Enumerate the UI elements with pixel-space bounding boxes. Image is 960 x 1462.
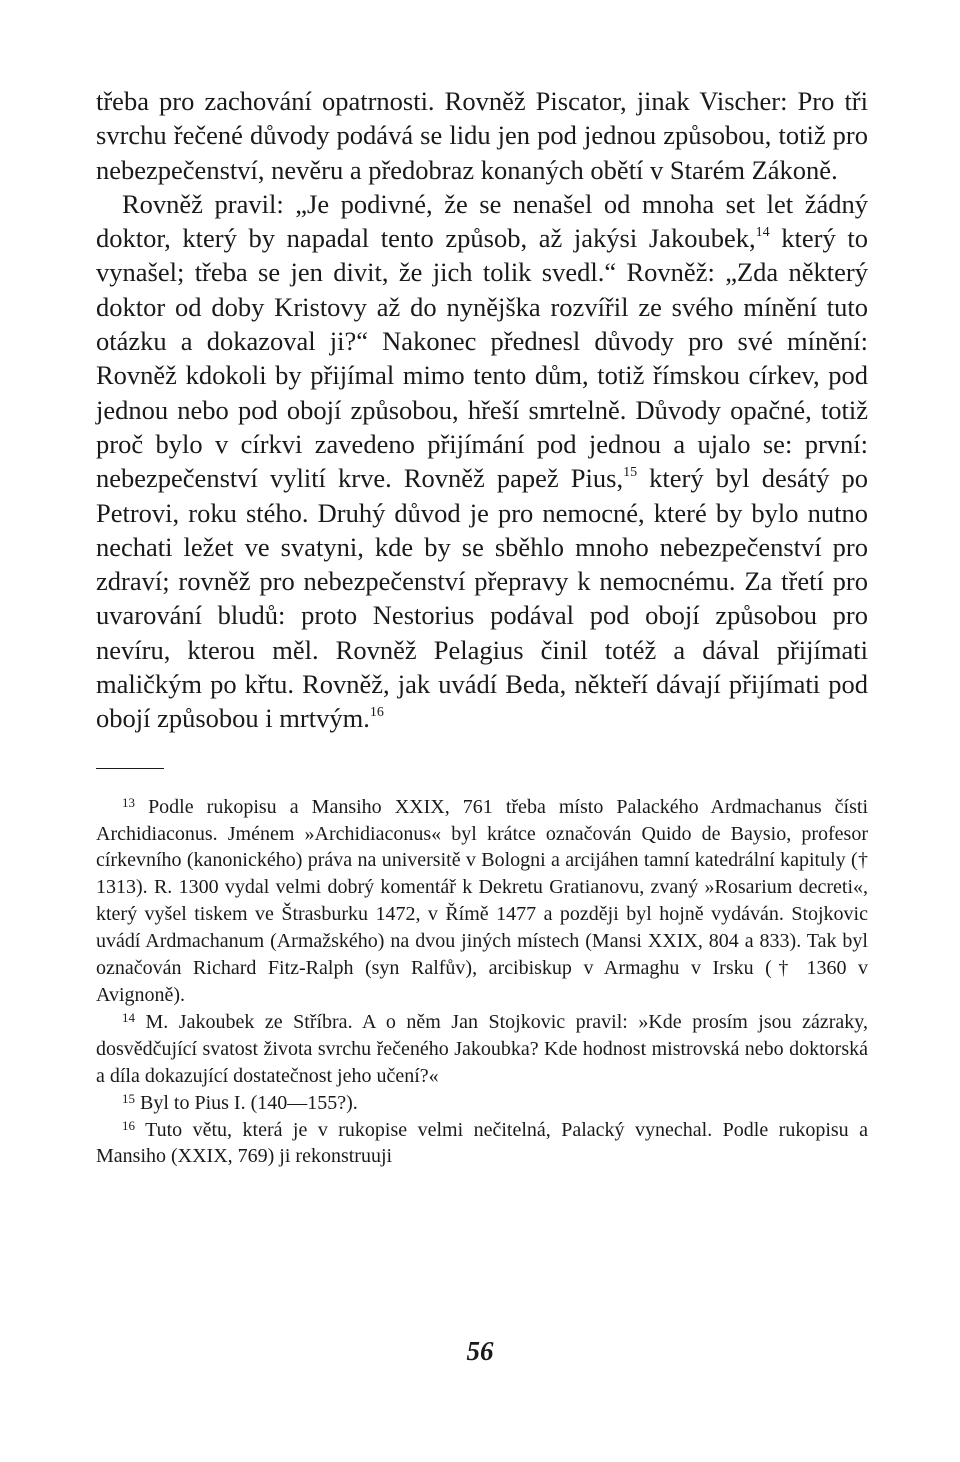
footnote-ref-16: 16 bbox=[369, 705, 384, 721]
footnote-15 bbox=[96, 1090, 868, 1117]
paragraph-2-part-b: který to vynašel; třeba se jen divit, že jich tolik svedl.“ Rovněž: „Zda některý doktor od doby Kristovy až do nynějška rozvířil ze svého mínění tuto otázku a dokazoval ji?“ Nakonec přednesl důvody pro své mínění: Rovněž kdokoli by přijímal mimo tento dům, totiž římskou církev, pod jednou nebo pod obojí způsobou, hřeší smrtelně. Důvody opačné, totiž proč bylo v církvi zavedeno přijímání pod jednou a ujalo se: první: nebezpečenství vylití krve. Rovněž papež Pius, bbox=[96, 223, 868, 494]
footnote-text: Tuto větu, která je v rukopise velmi nečitelná, Palacký vynechal. Podle rukopisu a Mansiho (XXIX, 769) ji rekonstruuji bbox=[96, 1118, 868, 1168]
paragraph-2-part-c: který byl desátý po Petrovi, roku stého. Druhý důvod je pro nemocné, které by bylo nutno nechati ležet ve svatyni, kde by se sběhlo mnoho nebezpečenství pro zdraví; rovněž pro nebezpečenství přepravy k nemocnému. Za třetí pro uvarování bludů: proto Nestorius podával pod obojí způsobou pro nevíru, kterou měl. Rovněž Pelagius činil totéž a dával přijímati maličkým po křtu. Rovněž, jak uvádí Beda, někteří dávají přijímati pod obojí způsobou i mrtvým. bbox=[96, 463, 869, 734]
footnote-ref-15: 15 bbox=[623, 465, 638, 481]
footnote-16 bbox=[96, 1117, 868, 1171]
footnote-14 bbox=[96, 1009, 868, 1090]
paragraph-2-part-a: Rovněž pravil: „Je podivné, že se nenašel od mnoha set let žádný doktor, který by napadal tento způsob, až jakýsi Jakoubek, bbox=[96, 188, 868, 254]
paragraph-1: třeba pro zachování opatrnosti. Rovněž Piscator, jinak Vischer: Pro tři svrchu řečené důvody podává se lidu jen pod jednou způsobou, totiž pro nebezpečenství, nevěru a předobraz konaných obětí v Starém Zákoně. bbox=[96, 86, 868, 185]
footnote-text: Podle rukopisu a Mansiho XXIX, 761 třeba místo Palackého Ardmachanus čísti Archidiaconus. Jménem »Archidiaconus« byl krátce označován Quido de Baysio, profesor církevního (kanonického) práva na universitě v Bologni a arcijáhen tamní katedrální kapituly († 1313). R. 1300 vydal velmi dobrý komentář k Dekretu Gratianovu, zvaný »Rosarium decreti«, který vyšel tiskem ve Štrasburku 1472, v Římě 1477 a později byl hojně vydáván. Stojkovic uvádí Ardmachanum (Armažského) na dvou jiných místech (Mansi XXIX, 804 a 833). Tak byl označován Richard Fitz-Ralph (syn Ralfův), arcibiskup v Armaghu v Irsku († 1360 v Avignoně). bbox=[96, 795, 868, 1006]
footnote-13 bbox=[96, 794, 868, 1009]
paragraph-2 bbox=[96, 187, 868, 736]
main-text bbox=[96, 84, 868, 736]
footnote-number: 14 bbox=[122, 1009, 135, 1025]
page-body bbox=[96, 84, 868, 1170]
footnote-ref-14: 14 bbox=[755, 225, 770, 241]
footnote-text: M. Jakoubek ze Stříbra. A o něm Jan Stojkovic pravil: »Kde prosím jsou zázraky, dosvědčující svatost života svrchu řečeného Jakoubka? Kde hodnost mistrovská nebo doktorská a díla dokazující dostatečnost jeho učení?« bbox=[96, 1010, 868, 1087]
footnote-number: 15 bbox=[122, 1090, 135, 1106]
footnote-number: 16 bbox=[122, 1117, 135, 1133]
footnotes bbox=[96, 794, 868, 1171]
footnote-text: Byl to Pius I. (140—155?). bbox=[140, 1091, 358, 1114]
footnote-number: 13 bbox=[122, 794, 135, 810]
footnote-divider bbox=[96, 768, 164, 769]
page-number: 56 bbox=[466, 1336, 494, 1366]
